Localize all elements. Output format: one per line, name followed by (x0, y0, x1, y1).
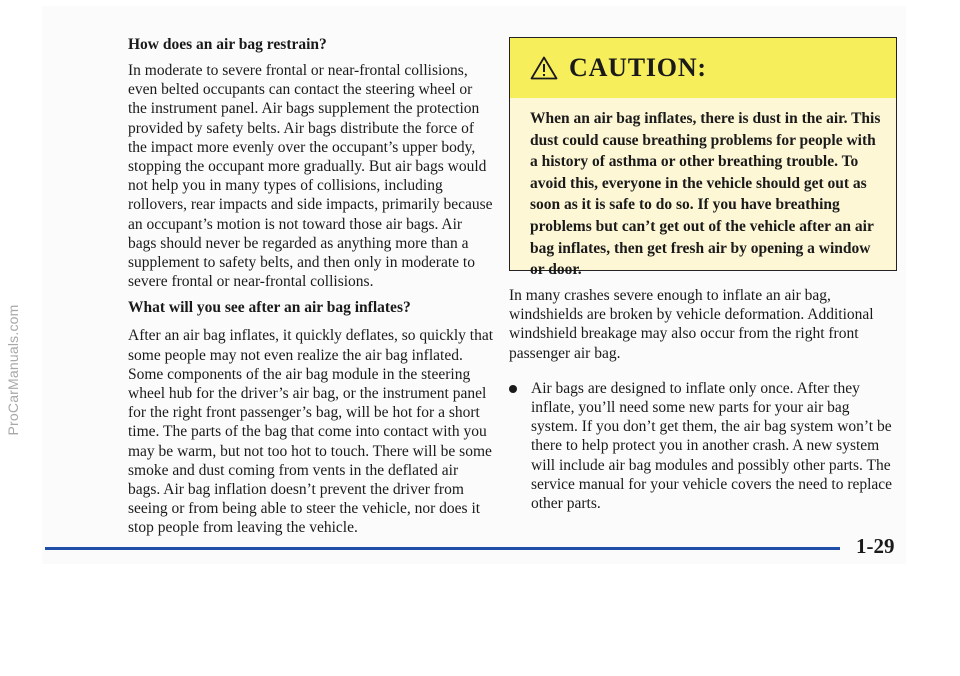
heading-air-bag-restrain: How does an air bag restrain? (128, 36, 327, 53)
side-watermark (2, 170, 24, 570)
list-item (509, 379, 899, 513)
bullet-dot-icon (509, 385, 517, 393)
heading-after-inflation: What will you see after an air bag inflates? (128, 299, 411, 317)
bullet-list (509, 379, 899, 513)
page-number: 1-29 (856, 534, 895, 558)
paragraph-windshield: In many crashes severe enough to inflate an air bag, windshields are broken by vehicle deformation. Additional windshield breakage may also occur from the right front passenger air bag. (509, 287, 874, 362)
paragraph-restrain: In moderate to severe frontal or near-frontal collisions, even belted occupants can contact the steering wheel or the instrument panel. Air bags supplement the protection provided by safety belts. Air bags distribute the force of the impact more evenly over the occupant’s upper body, stopping the occupant more gradually. But air bags would not help you in many types of collisions, including rollovers, rear impacts and side impacts, primarily because an occupant’s motion is not toward those air bags. Air bags should never be regarded as anything more than a supplement to safety belts, and then only in moderate to severe frontal or near-frontal collisions. (128, 62, 493, 291)
caution-text: When an air bag inflates, there is dust in the air. This dust could cause breathing problems for people with a history of asthma or other breathing trouble. To avoid this, everyone in the vehicle should get out as soon as it is safe to do so. If you have breathing problems but can’t get out of the vehicle after an air bag inflates, then get fresh air by opening a window or door. (530, 110, 881, 279)
paragraph-after-inflation: After an air bag inflates, it quickly deflates, so quickly that some people may not even realize the air bag inflated. Some components of the air bag module in the steering wheel hub for the driver’s air bag, or the instrument panel for the right front passenger’s bag, will be hot for a short time. The parts of the bag that come into contact with you may be warm, but not too hot to touch. There will be some smoke and dust coming from vents in the deflated air bags. Air bag inflation doesn’t prevent the driver from seeing or from being able to steer the vehicle, nor does it stop people from leaving the vehicle. (128, 327, 493, 537)
footer-rule (45, 547, 840, 550)
side-watermark-text: ProCarManuals.com (5, 304, 21, 436)
bullet-text: Air bags are designed to inflate only once. After they inflate, you’ll need some new parts for your air bag system. If you don’t get them, the air bag system won’t be there to help protect you in another crash. A new system will include air bag modules and possibly other parts. The service manual for your vehicle covers the need to replace other parts. (531, 379, 893, 513)
left-column (128, 36, 493, 538)
right-column (509, 37, 899, 513)
caution-title: CAUTION: (569, 53, 707, 82)
warning-triangle-icon (530, 56, 558, 80)
caution-header (510, 38, 896, 98)
caution-box (509, 37, 897, 279)
